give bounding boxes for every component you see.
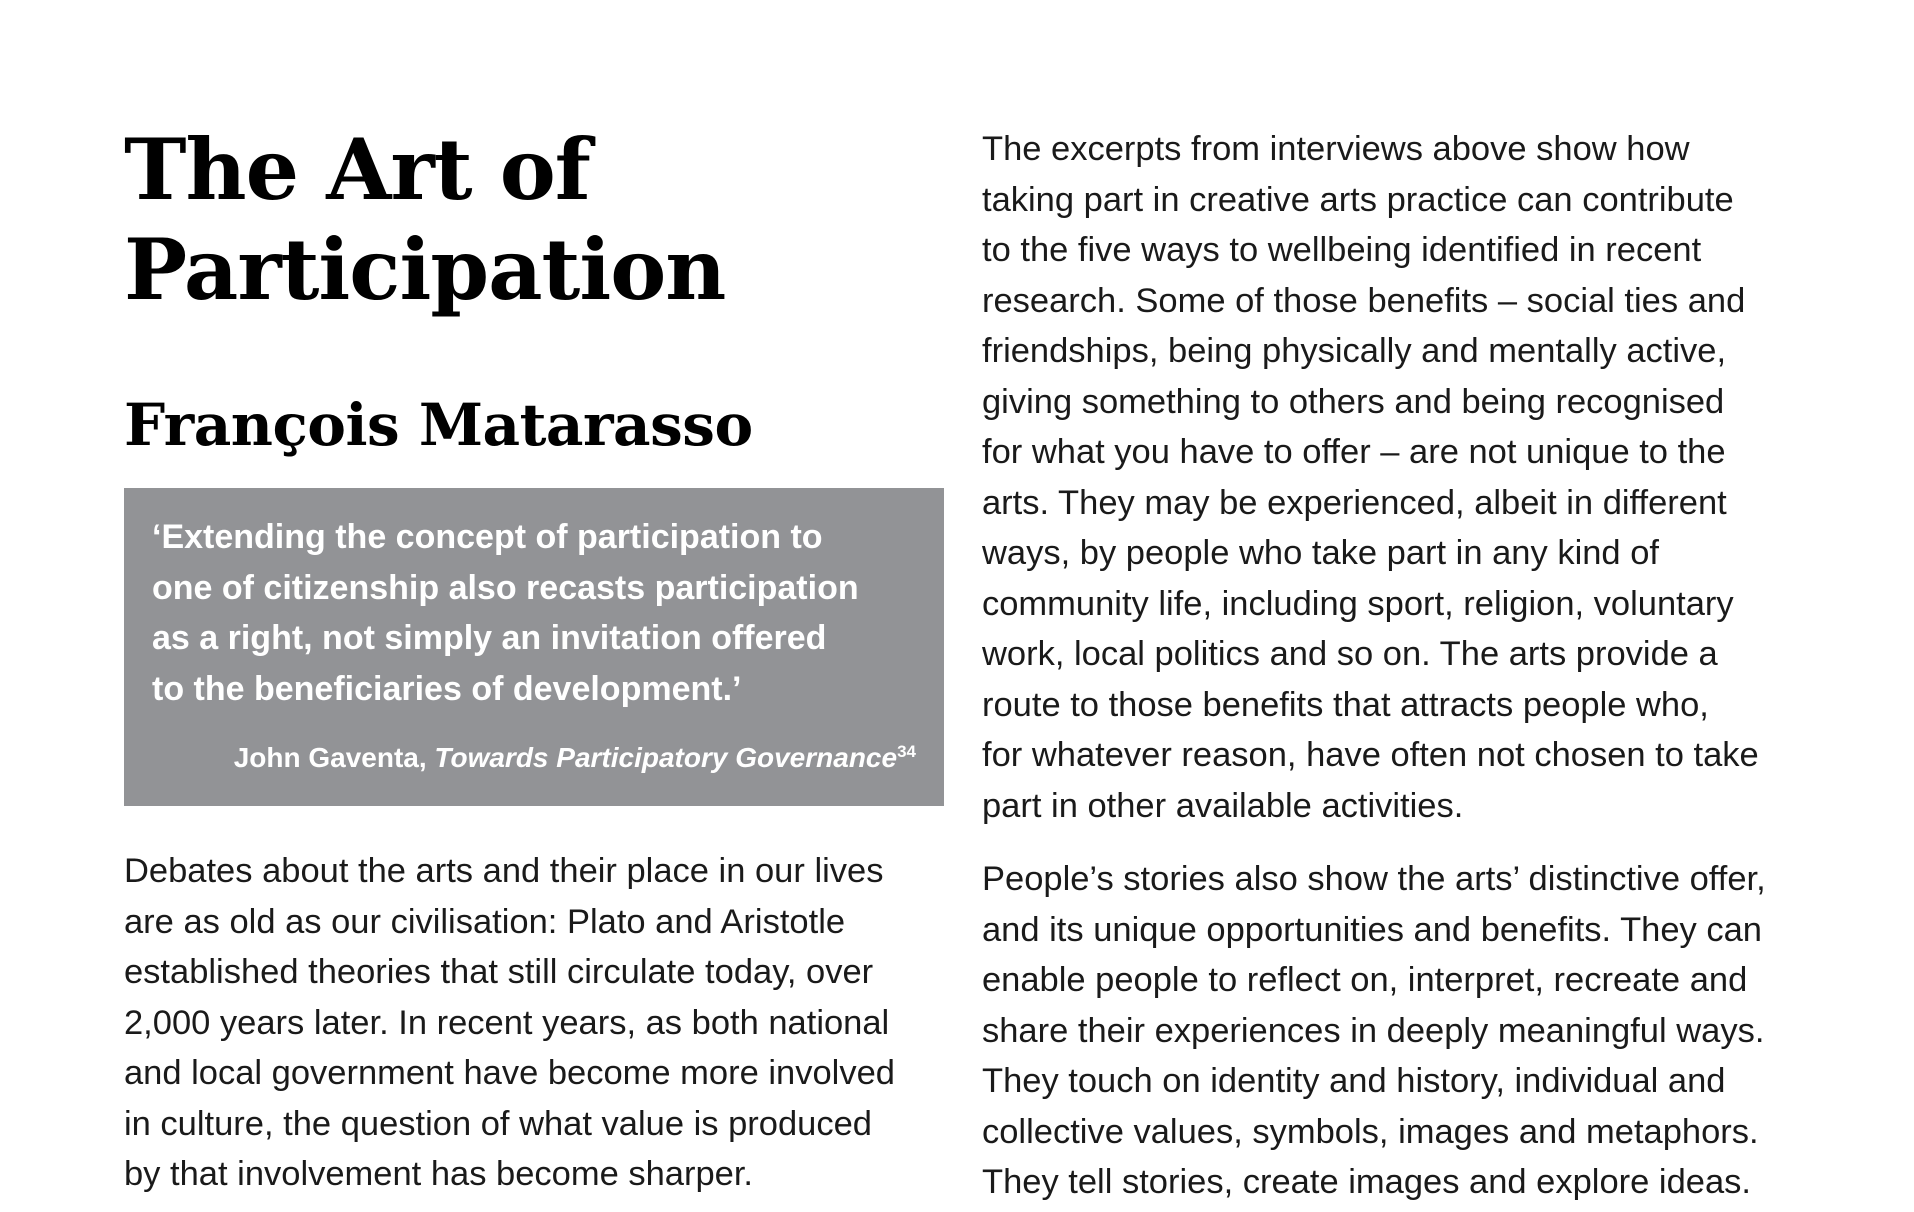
- text-line: collective values, symbols, images and metaphors.: [982, 1112, 1759, 1151]
- text-line: by that involvement has become sharper.: [124, 1155, 754, 1193]
- text-line: The excerpts from interviews above show how: [982, 130, 1690, 168]
- quote-attribution: [234, 740, 916, 776]
- quote-line: one of citizenship also recasts participation: [152, 568, 859, 607]
- left-column: [124, 120, 950, 1200]
- article-author: François Matarasso: [124, 391, 753, 459]
- quote-line: to the beneficiaries of development.’: [152, 669, 742, 708]
- text-line: enable people to reflect on, interpret, recreate and: [982, 961, 1748, 999]
- text-line: arts. They may be experienced, albeit in different: [982, 483, 1727, 522]
- text-line: They touch on identity and history, individual and: [982, 1062, 1726, 1100]
- text-line: friendships, being physically and mentally active,: [982, 332, 1727, 370]
- body-paragraph-2: [982, 854, 1812, 1208]
- text-line: to the five ways to wellbeing identified in recent: [982, 231, 1702, 269]
- text-line: They tell stories, create images and explore ideas.: [982, 1163, 1751, 1201]
- text-line: work, local politics and so on. The arts provide a: [982, 635, 1718, 673]
- title-line: Participation: [124, 220, 726, 319]
- text-line: ways, by people who take part in any kind of: [982, 534, 1659, 572]
- title-line: The Art of: [124, 120, 590, 219]
- text-line: are as old as our civilisation: Plato and Aristotle: [124, 902, 846, 941]
- quote-line: as a right, not simply an invitation offered: [152, 619, 827, 657]
- pull-quote-text: [152, 512, 918, 714]
- text-line: share their experiences in deeply meaningful ways.: [982, 1011, 1765, 1050]
- pull-quote-box: [124, 488, 944, 806]
- text-line: taking part in creative arts practice can contribute: [982, 180, 1734, 219]
- text-line: community life, including sport, religion, voluntary: [982, 584, 1734, 623]
- text-line: for whatever reason, have often not chosen to take: [982, 736, 1759, 774]
- text-line: giving something to others and being recognised: [982, 382, 1725, 421]
- text-line: and local government have become more involved: [124, 1054, 895, 1092]
- text-line: People’s stories also show the arts’ distinctive offer,: [982, 860, 1766, 898]
- quote-line: ‘Extending the concept of participation to: [152, 518, 823, 556]
- body-paragraph-1: [982, 124, 1812, 831]
- text-line: research. Some of those benefits – social ties and: [982, 281, 1746, 320]
- attribution-work: Towards Participatory Governance: [434, 742, 898, 773]
- text-line: route to those benefits that attracts people who,: [982, 685, 1709, 724]
- text-line: and its unique opportunities and benefits. They can: [982, 910, 1762, 949]
- text-line: 2,000 years later. In recent years, as both national: [124, 1003, 890, 1042]
- text-line: part in other available activities.: [982, 786, 1464, 825]
- text-line: in culture, the question of what value is produced: [124, 1104, 872, 1143]
- article-title: [124, 120, 950, 320]
- text-line: established theories that still circulate today, over: [124, 953, 874, 991]
- text-line: for what you have to offer – are not unique to the: [982, 433, 1726, 471]
- intro-paragraph: [124, 846, 950, 1200]
- text-line: Debates about the arts and their place in our lives: [124, 852, 884, 890]
- footnote-marker: 34: [897, 742, 916, 761]
- right-column: [982, 124, 1812, 1208]
- attribution-name: John Gaventa,: [233, 742, 435, 773]
